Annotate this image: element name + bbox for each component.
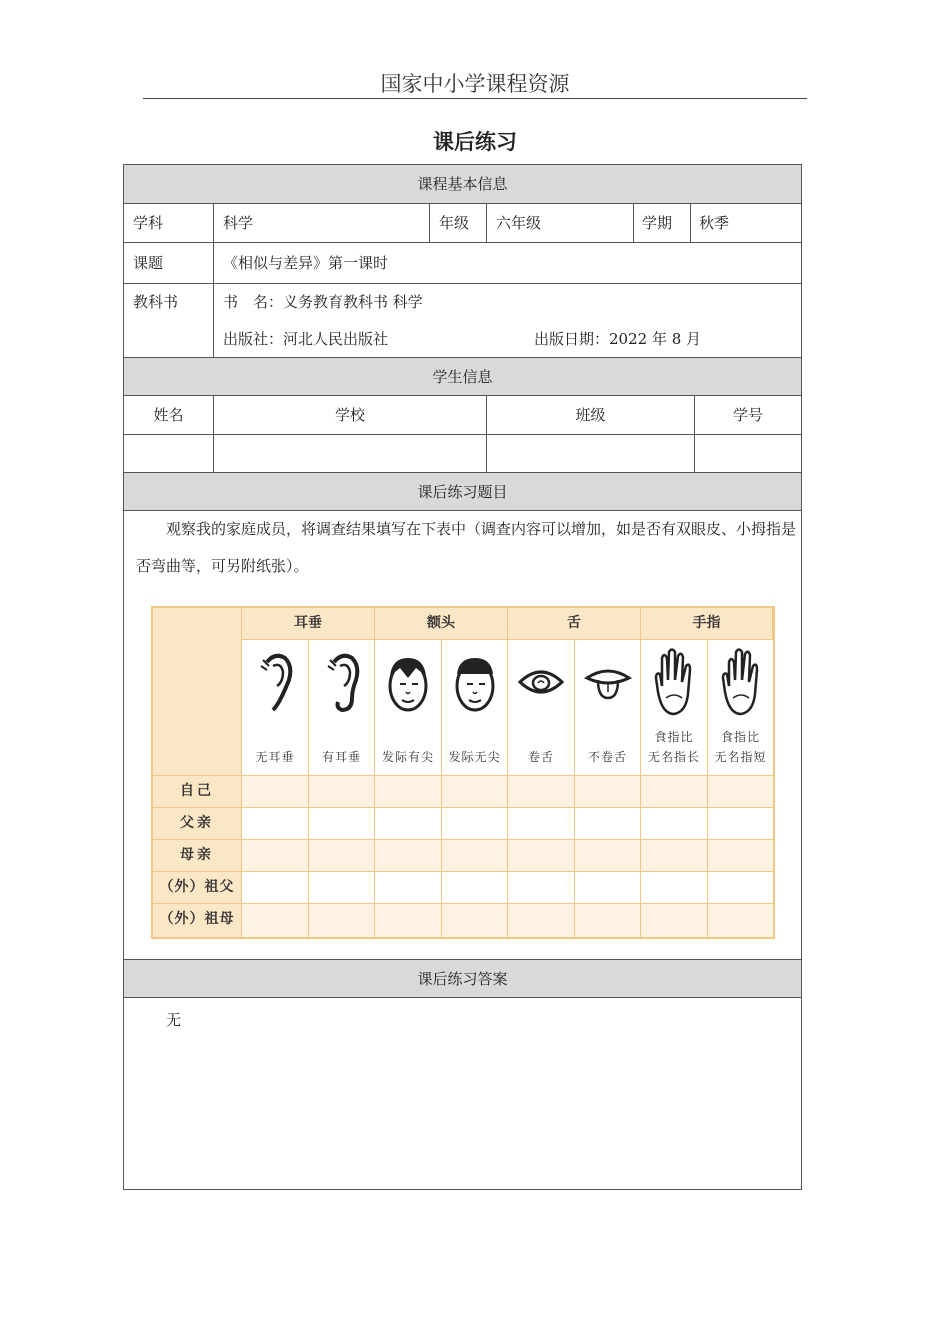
survey-corner xyxy=(153,608,242,776)
hand-index-shorter-icon xyxy=(719,648,763,720)
survey-answer-cell[interactable] xyxy=(442,808,508,840)
grade-value: 六年级 xyxy=(496,214,542,232)
header-source: 国家中小学课程资源 xyxy=(380,72,570,96)
student-id-header: 学号 xyxy=(732,406,763,424)
survey-answer-cell[interactable] xyxy=(375,872,442,904)
survey-answer-cell[interactable] xyxy=(708,808,773,840)
survey-answer-cell[interactable] xyxy=(641,776,708,808)
survey-answer-cell[interactable] xyxy=(309,776,375,808)
trait-earlobe xyxy=(309,640,375,776)
trait-index-shorter xyxy=(708,640,773,776)
group-fingers: 手指 xyxy=(641,608,773,640)
student-school-header: 学校 xyxy=(334,406,365,424)
survey-answer-cell[interactable] xyxy=(575,776,641,808)
subject-value: 科学 xyxy=(223,214,254,232)
survey-answer-cell[interactable] xyxy=(309,840,375,872)
trait-label-flat-tongue: 不卷舌 xyxy=(587,750,627,764)
survey-answer-cell[interactable] xyxy=(508,872,575,904)
worksheet-table xyxy=(123,164,802,1190)
group-tongue: 舌 xyxy=(508,608,641,640)
survey-answer-cell[interactable] xyxy=(575,840,641,872)
group-earlobe: 耳垂 xyxy=(242,608,375,640)
survey-answer-cell[interactable] xyxy=(641,872,708,904)
survey-answer-cell[interactable] xyxy=(508,808,575,840)
student-id-field[interactable] xyxy=(695,435,801,472)
survey-answer-cell[interactable] xyxy=(508,904,575,937)
survey-answer-cell[interactable] xyxy=(442,872,508,904)
row-label-father: 父亲 xyxy=(153,808,242,840)
topic-label: 课题 xyxy=(133,254,164,272)
ear-without-lobe-icon xyxy=(255,652,295,714)
trait-label-index-longer-2: 无名指长 xyxy=(647,750,700,764)
survey-answer-cell[interactable] xyxy=(309,872,375,904)
survey-answer-cell[interactable] xyxy=(242,904,309,937)
trait-label-widows-peak: 发际有尖 xyxy=(381,750,434,764)
hand-index-longer-icon xyxy=(652,648,696,720)
survey-answer-cell[interactable] xyxy=(575,872,641,904)
survey-answer-cell[interactable] xyxy=(375,808,442,840)
student-class-field[interactable] xyxy=(487,435,694,472)
student-school-field[interactable] xyxy=(214,435,486,472)
survey-answer-cell[interactable] xyxy=(708,776,773,808)
trait-widows-peak xyxy=(375,640,442,776)
subject-label: 学科 xyxy=(133,214,164,232)
trait-index-longer xyxy=(641,640,708,776)
trait-label-index-shorter-2: 无名指短 xyxy=(714,750,767,764)
trait-label-earlobe: 有耳垂 xyxy=(321,750,361,764)
trait-label-index-shorter-1: 食指比 xyxy=(720,730,760,744)
term-value: 秋季 xyxy=(699,214,730,232)
row-label-grandmother: （外）祖母 xyxy=(153,904,242,937)
student-name-header: 姓名 xyxy=(153,406,184,424)
grade-label: 年级 xyxy=(439,214,470,232)
survey-table xyxy=(151,606,775,939)
survey-answer-cell[interactable] xyxy=(508,776,575,808)
survey-answer-cell[interactable] xyxy=(242,776,309,808)
survey-answer-cell[interactable] xyxy=(641,840,708,872)
survey-answer-cell[interactable] xyxy=(442,776,508,808)
publisher: 出版社：河北人民出版社 xyxy=(223,330,389,348)
survey-answer-cell[interactable] xyxy=(375,840,442,872)
survey-answer-cell[interactable] xyxy=(575,808,641,840)
ear-with-lobe-icon xyxy=(322,652,362,714)
survey-answer-cell[interactable] xyxy=(641,808,708,840)
answer-header: 课后练习答案 xyxy=(124,959,801,998)
trait-straight-hairline xyxy=(442,640,508,776)
survey-answer-cell[interactable] xyxy=(242,808,309,840)
exercise-header: 课后练习题目 xyxy=(124,472,801,511)
page-title: 课后练习 xyxy=(433,130,517,154)
survey-answer-cell[interactable] xyxy=(309,808,375,840)
textbook-label: 教科书 xyxy=(133,293,179,311)
survey-answer-cell[interactable] xyxy=(508,840,575,872)
trait-label-rolled-tongue: 卷舌 xyxy=(527,750,554,764)
student-info-header: 学生信息 xyxy=(124,357,801,396)
survey-answer-cell[interactable] xyxy=(242,872,309,904)
survey-answer-cell[interactable] xyxy=(309,904,375,937)
trait-no-earlobe xyxy=(242,640,309,776)
trait-label-index-longer-1: 食指比 xyxy=(654,730,694,744)
face-straight-hairline-icon xyxy=(449,652,501,714)
survey-answer-cell[interactable] xyxy=(375,904,442,937)
publish-date: 出版日期：2022 年 8 月 xyxy=(534,330,702,348)
trait-rolled-tongue xyxy=(508,640,575,776)
answer-content: 无 xyxy=(166,1011,182,1029)
trait-label-no-earlobe: 无耳垂 xyxy=(255,750,295,764)
group-forehead: 额头 xyxy=(375,608,508,640)
trait-flat-tongue xyxy=(575,640,641,776)
face-widows-peak-icon xyxy=(382,652,434,714)
course-info-header: 课程基本信息 xyxy=(124,165,801,204)
row-label-mother: 母亲 xyxy=(153,840,242,872)
survey-answer-cell[interactable] xyxy=(242,840,309,872)
student-class-header: 班级 xyxy=(575,406,606,424)
flat-tongue-icon xyxy=(583,652,633,714)
exercise-instruction: 观察我的家庭成员，将调查结果填写在下表中（调查内容可以增加，如是否有双眼皮、小拇指是否弯曲等，可另附纸张）。 xyxy=(136,520,797,575)
topic-value: 《相似与差异》第一课时 xyxy=(223,254,389,272)
book-name: 书 名：义务教育教科书 科学 xyxy=(223,293,423,311)
survey-answer-cell[interactable] xyxy=(708,872,773,904)
survey-answer-cell[interactable] xyxy=(575,904,641,937)
survey-answer-cell[interactable] xyxy=(375,776,442,808)
survey-answer-cell[interactable] xyxy=(442,904,508,937)
header-rule xyxy=(143,98,807,99)
survey-answer-cell[interactable] xyxy=(641,904,708,937)
row-label-self: 自己 xyxy=(153,776,242,808)
trait-label-straight-hairline: 发际无尖 xyxy=(448,750,501,764)
rolled-tongue-icon xyxy=(516,652,566,714)
term-label: 学期 xyxy=(642,214,673,232)
student-name-field[interactable] xyxy=(124,435,213,472)
survey-answer-cell[interactable] xyxy=(708,904,773,937)
survey-answer-cell[interactable] xyxy=(442,840,508,872)
row-label-grandfather: （外）祖父 xyxy=(153,872,242,904)
survey-answer-cell[interactable] xyxy=(708,840,773,872)
